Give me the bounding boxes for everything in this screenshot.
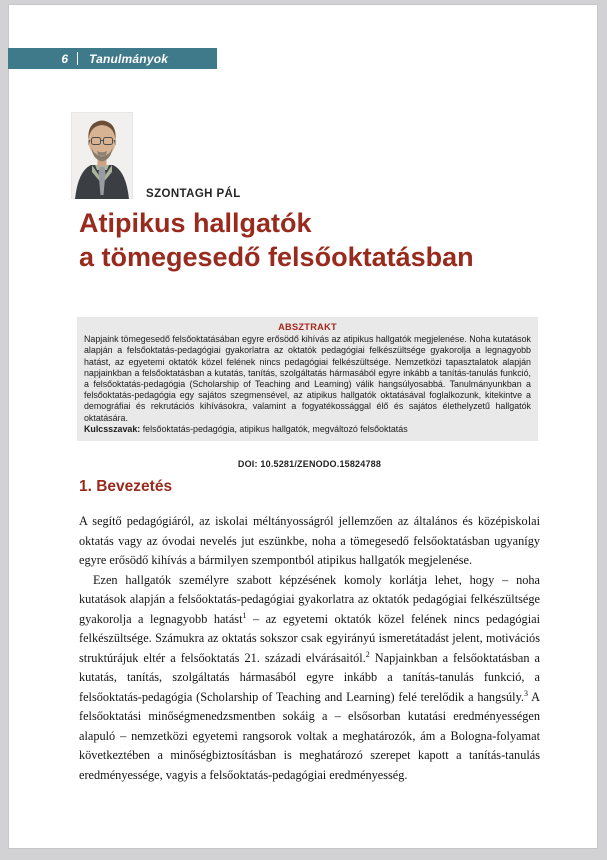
- footnote-marker-3: 3: [524, 688, 528, 698]
- footnote-marker-2: 2: [365, 649, 370, 659]
- article-title-line1: Atipikus hallgatók: [79, 208, 312, 238]
- article-title-line2: a tömegesedő felsőoktatásban: [79, 242, 474, 272]
- abstract-heading: ABSZTRAKT: [278, 322, 337, 332]
- footnote-marker-1: 1: [242, 610, 247, 620]
- running-header: [8, 48, 217, 69]
- abstract-text: Napjaink tömegesedő felsőoktatásában egyre erősödő kihívás az atipikus hallgatók megjelenése. Noha kutatások alapján a felsőoktatás-pedagógiai gyakorlatra az oktatók pedagógiai felkészültsége gyakorolja a legnagyobb hatást, az egyetemi oktatók közel felének nincs pedagógiai felkészültsége. Nemzetközi tapasztalatok alapján napjainkban a felsőoktatásban a kutatás, tanítás, szolgáltatás hármasából egyre inkább a tanítás-tanulás funkció, a felsőoktatás-pedagógia (Scholarship of Teaching and Learning) válik hangsúlyosabbá. Tanulmányunkban a felsőoktatás-pedagógia egy sajátos szegmensével, az atipikus hallgatók oktatásával foglalkozunk, kitekintve a demográfiai és rekrutációs kihívásokra, valamint a fogyatékossággal élő és sajátos élethelyzetű hallgatók oktatására.: [84, 334, 531, 423]
- paragraph-2-text: Napjainkban a felsőoktatásban a kutatás, tanítás, szolgáltatás hármasából egyre inkább a tanítás-tanulás funkció, a felsőoktatás-pedagógia (Scholarship of Teaching and Learning) felé terelődik a hangsúly.: [79, 650, 540, 704]
- section-heading: 1. Bevezetés: [79, 478, 173, 495]
- paragraph-2-text: – az egyetemi oktatók közel felének nincs pedagógiai felkészültsége. Számukra az oktatás sokszor csak egyirányú ismeretátadást jelent, motivációs struktúrájuk eltér a felsőoktatás 21. századi elvárásaitól.: [79, 611, 540, 665]
- keywords-list: felsőoktatás-pedagógia, atipikus hallgatók, megváltozó felsőoktatás: [140, 423, 408, 434]
- paragraph-1: A segítő pedagógiáról, az iskolai méltányosságról jellemzően az általános és középiskolai oktatás vagy az óvodai nevelés jut eszünkbe, noha a tömegesedő felsőoktatásban ugyanígy egyre erősödő kihívás a bármilyen szempontból atipikus hallgatók megjelenése.: [79, 514, 540, 567]
- article-title: [79, 206, 559, 274]
- paragraph-2-text: Ezen hallgatók személyre szabott képzésének komoly korlátja lehet, hogy – noha kutatások alapján a felsőoktatás-pedagógiai gyakorlatra az oktatók pedagógiai felkészültsége gyakorolja a legnagyobb hatást: [79, 572, 540, 626]
- journal-section-label: Tanulmányok: [89, 51, 169, 66]
- doi-line: DOI: 10.5281/ZENODO.15824788: [237, 459, 382, 469]
- page-number: 6: [61, 51, 68, 66]
- paragraph-2: [79, 571, 540, 786]
- keywords-label: Kulcsszavak:: [84, 423, 141, 434]
- author-portrait-illustration: [71, 112, 133, 199]
- abstract-box: [77, 317, 538, 441]
- body-text: [79, 512, 540, 785]
- author-photo: [71, 112, 133, 199]
- journal-page: [8, 4, 598, 849]
- paragraph-2-text: A felsőoktatási minőségmenedzsmentben sokáig a – elsősorban kutatási eredményességen alapuló – nemzetközi egyetemi rangsorok voltak a meghatározók, ám a Bologna-folyamat következtében a minőségbiztosításban is meghatározó szerepet kapott a tanítás-tanulás eredményessége, vagyis a felsőoktatás-pedagógiai eredményesség.: [79, 689, 540, 782]
- abstract-keywords: [84, 424, 531, 435]
- author-name: SZONTAGH PÁL: [146, 188, 241, 200]
